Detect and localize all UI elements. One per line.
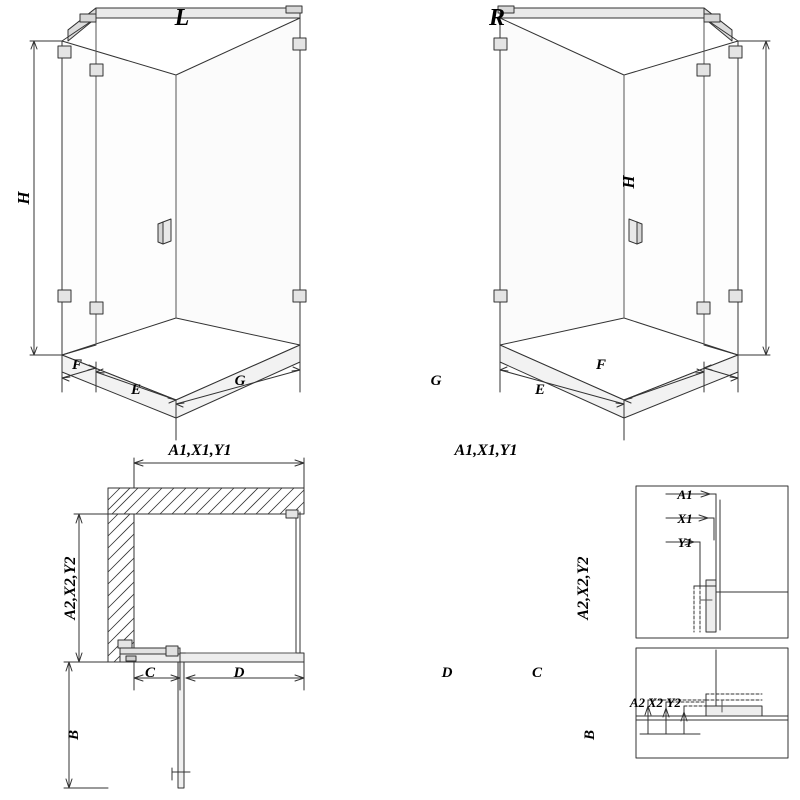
dim-label-b-left: B xyxy=(66,729,82,741)
view-top-right-geometry xyxy=(494,6,770,440)
view-top-left-geometry xyxy=(30,6,306,440)
dim-label-c-right: C xyxy=(531,665,543,681)
dim-label-f-right: F xyxy=(595,357,607,373)
dim-label-h-left: H xyxy=(14,191,33,205)
dim-label-a1x1y1-left: A1,X1,Y1 xyxy=(168,442,232,459)
dim-label-a2x2y2-left: A2,X2,Y2 xyxy=(62,556,79,620)
dim-label-a1x1y1-right: A1,X1,Y1 xyxy=(454,442,518,459)
dim-label-a1-detail: A1 xyxy=(677,487,693,502)
dim-label-c-left: C xyxy=(144,665,156,681)
label-handing-right: R xyxy=(488,5,506,31)
dim-label-h-right: H xyxy=(619,175,638,189)
detail-upper-geometry xyxy=(636,486,788,638)
label-handing-left: L xyxy=(174,5,190,31)
dim-label-d-left: D xyxy=(233,665,245,681)
dim-label-a2x2y2-right: A2,X2,Y2 xyxy=(575,556,592,620)
dim-label-y2-detail: Y2 xyxy=(666,695,681,710)
dim-label-x2-detail: X2 xyxy=(647,695,663,710)
view-bottom-left-geometry xyxy=(64,458,304,788)
dim-label-g-right: G xyxy=(430,373,442,389)
dim-label-e-left: E xyxy=(130,382,142,398)
dim-label-f-left: F xyxy=(71,357,83,373)
dim-label-d-right: D xyxy=(441,665,453,681)
dim-label-a2-detail: A2 xyxy=(629,695,645,710)
dim-label-x1-detail: X1 xyxy=(677,511,693,526)
dim-label-b-right: B xyxy=(582,729,598,741)
dim-label-y1-detail: Y1 xyxy=(677,535,693,550)
dim-label-e-right: E xyxy=(534,382,546,398)
dim-label-g-left: G xyxy=(234,373,246,389)
